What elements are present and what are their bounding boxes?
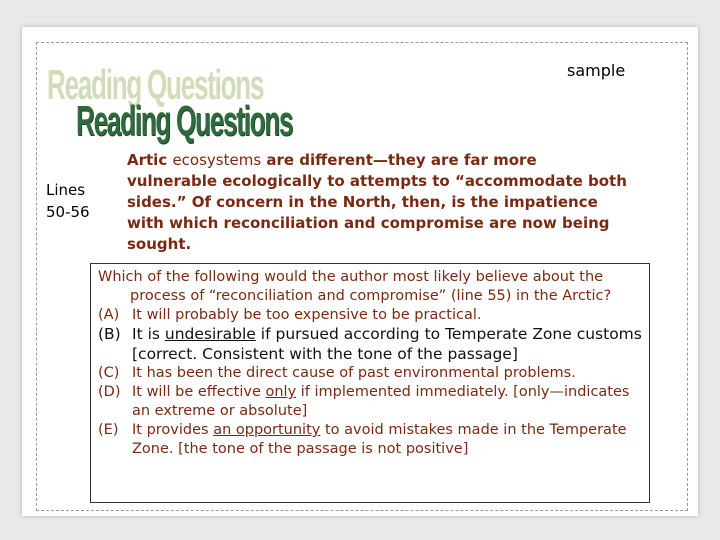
lines-label: Lines <box>46 181 86 199</box>
sample-tag: sample <box>567 61 626 80</box>
option-d-text-post: if implemented immediately. [only—indicates an extreme or absolute] <box>132 384 630 419</box>
option-e-text-post: to avoid mistakes made in the Temperate Zone. [the tone of the passage is not positive] <box>132 422 627 457</box>
question-block <box>98 268 643 459</box>
option-e-letter: (E) <box>98 422 119 438</box>
page-title: Reading Questions <box>76 97 293 144</box>
option-b <box>98 325 643 364</box>
option-d <box>98 383 643 421</box>
option-a-letter: (A) <box>98 307 120 323</box>
option-e <box>98 421 643 459</box>
option-a <box>98 306 643 325</box>
option-b-letter: (B) <box>98 325 121 343</box>
option-d-underline: only <box>265 384 297 400</box>
option-c-text: It has been the direct cause of past environmental problems. <box>132 365 576 381</box>
passage-excerpt <box>127 150 627 255</box>
option-b-text-pre: It is <box>132 325 165 343</box>
passage-part-3: are different—they are far more vulnerable ecologically to attempts to “accommodate both sides.” Of concern in the North, then, is the impatience with which reconciliation and compromise are now being sought. <box>127 151 627 253</box>
lines-range: 50-56 <box>46 203 90 221</box>
title-shadow-wordart: Reading Questions <box>47 61 264 108</box>
option-b-underline: undesirable <box>164 325 256 343</box>
option-e-text-pre: It provides <box>132 422 214 438</box>
option-b-text-post: if pursued according to Temperate Zone customs [correct. Consistent with the tone of the passage] <box>132 325 642 363</box>
option-a-text: It will probably be too expensive to be practical. <box>132 307 482 323</box>
lines-reference <box>46 179 90 223</box>
option-e-underline: an opportunity <box>213 422 321 438</box>
option-d-letter: (D) <box>98 384 121 400</box>
question-stem: Which of the following would the author most likely believe about the process of “reconciliation and compromise” (line 55) in the Arctic? <box>98 269 612 304</box>
option-c <box>98 364 643 383</box>
option-c-letter: (C) <box>98 365 120 381</box>
passage-part-1: Artic <box>127 151 173 169</box>
passage-part-2: ecosystems <box>172 151 262 169</box>
option-d-text-pre: It will be effective <box>132 384 266 400</box>
